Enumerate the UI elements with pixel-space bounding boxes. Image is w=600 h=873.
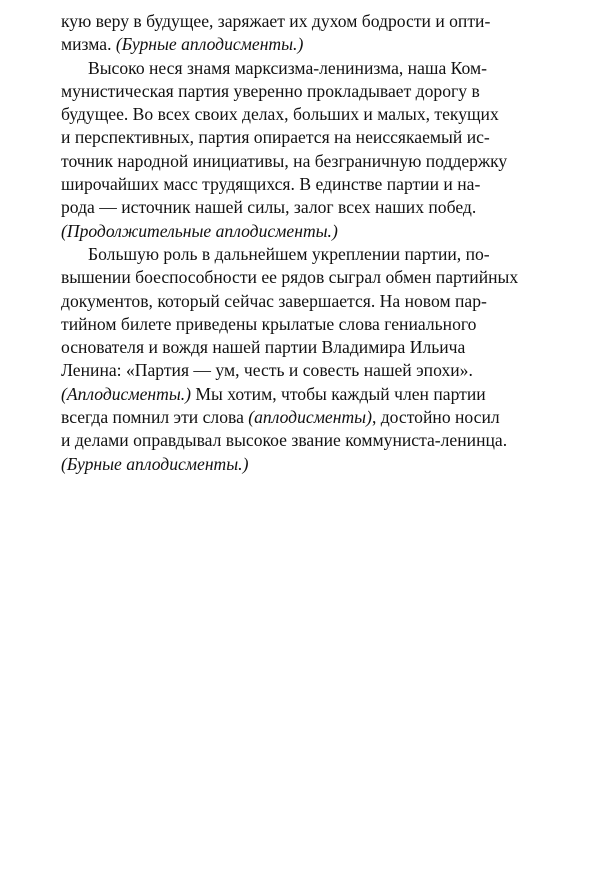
text-line xyxy=(61,313,542,336)
text-line xyxy=(61,453,542,476)
text-segment: и делами оправдывал высокое звание коммуниста-ленинца. xyxy=(61,430,508,451)
text-segment: мунистическая партия уверенно прокладывает дорогу в xyxy=(61,80,480,101)
text-segment: , достойно носил xyxy=(371,407,500,428)
text-segment: тийном билете приведены крылатые слова гениального xyxy=(61,313,477,334)
text-segment: Большую роль в дальнейшем укреплении партии, по- xyxy=(88,243,490,264)
stage-direction: (аплодисменты) xyxy=(248,407,372,428)
paragraph xyxy=(61,57,542,243)
text-line xyxy=(61,220,542,243)
text-segment: основателя и вождя нашей партии Владимира Ильича xyxy=(61,337,466,358)
text-line xyxy=(61,33,542,56)
text-line xyxy=(61,10,542,33)
text-line xyxy=(61,266,542,289)
text-line xyxy=(61,336,542,359)
text-segment: документов, который сейчас завершается. На новом пар- xyxy=(61,290,487,311)
stage-direction: (Продолжительные аплодисменты.) xyxy=(61,220,338,241)
paragraph xyxy=(61,10,542,57)
text-segment: мизма. xyxy=(61,34,116,55)
text-line xyxy=(61,173,542,196)
text-line xyxy=(61,243,542,266)
text-segment: будущее. Во всех своих делах, больших и малых, текущих xyxy=(61,104,499,125)
stage-direction: (Аплодисменты.) xyxy=(61,383,192,404)
text-line xyxy=(61,383,542,406)
text-line xyxy=(61,359,542,382)
text-segment: кую веру в будущее, заряжает их духом бодрости и опти- xyxy=(61,11,491,31)
stage-direction: (Бурные аплодисменты.) xyxy=(115,34,304,55)
text-segment: Мы хотим, чтобы каждый член партии xyxy=(191,383,486,404)
text-segment: Ленина: «Партия — ум, честь и совесть нашей эпохи». xyxy=(61,360,473,381)
text-segment: точник народной инициативы, на безграничную поддержку xyxy=(61,150,508,171)
text-segment: широчайших масс трудящихся. В единстве партии и на- xyxy=(61,174,481,195)
text-line xyxy=(61,126,542,149)
text-line xyxy=(61,57,542,80)
text-segment: всегда помнил эти слова xyxy=(61,407,249,428)
text-line xyxy=(61,150,542,173)
text-line xyxy=(61,290,542,313)
text-body xyxy=(61,10,542,476)
text-segment: рода — источник нашей силы, залог всех наших побед. xyxy=(61,197,477,218)
text-line xyxy=(61,429,542,452)
text-line xyxy=(61,80,542,103)
paragraph xyxy=(61,243,542,476)
text-line xyxy=(61,103,542,126)
text-line xyxy=(61,196,542,219)
document-page xyxy=(61,10,542,476)
text-segment: и перспективных, партия опирается на неиссякаемый ис- xyxy=(61,127,490,148)
text-segment: вышении боеспособности ее рядов сыграл обмен партийных xyxy=(61,267,519,288)
stage-direction: (Бурные аплодисменты.) xyxy=(61,453,249,474)
text-line xyxy=(61,406,542,429)
text-segment: Высоко неся знамя марксизма-ленинизма, наша Ком- xyxy=(88,57,487,78)
